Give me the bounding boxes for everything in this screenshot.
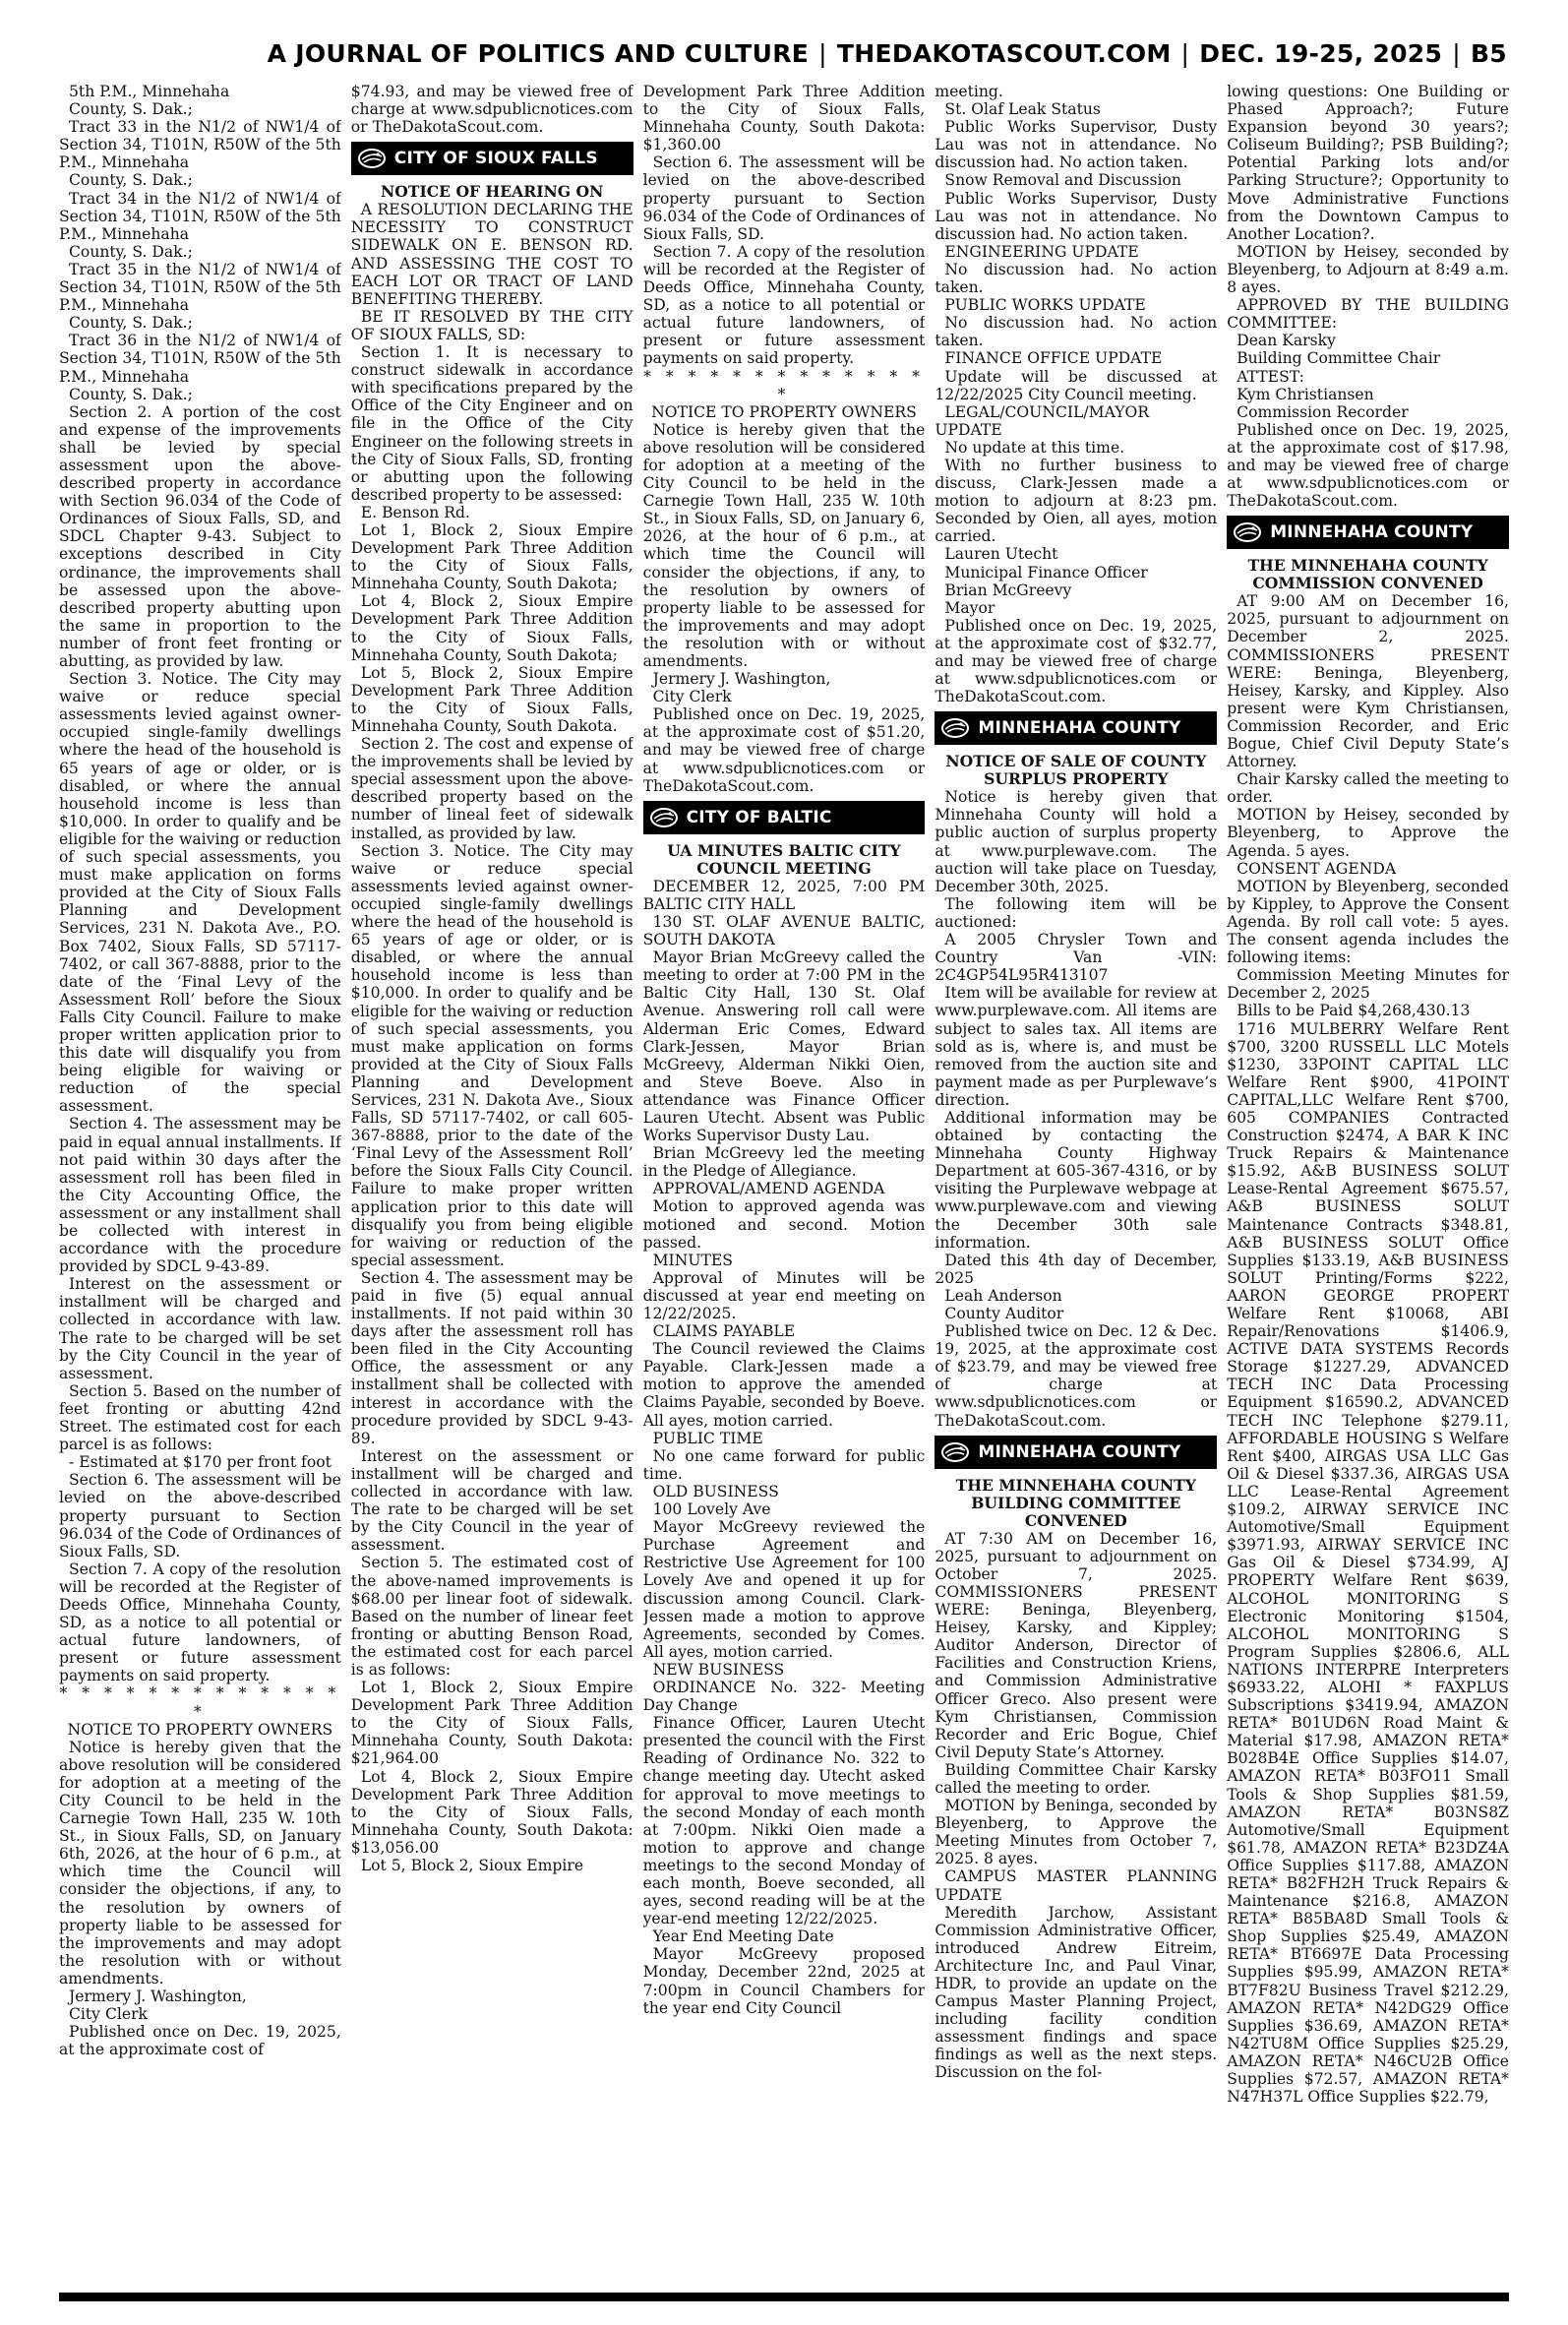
continued-paragraph: meeting. [935, 83, 1003, 100]
notice-title: UA MINUTES BALTIC CITY COUNCIL MEETING [667, 840, 901, 878]
notice-paragraph: Meredith Jarchow, Assistant Commission Administrative Officer, introduced Andrew Eitreim, Architecture Inc, and Paul Vinar, HDR, to provide an update on the Campus Master Planning Project, including facility condition assessment findings and space findings as well as the next steps. Discussion on the fol- [935, 1903, 1218, 2082]
continued-paragraph: Development Park Three Addition to the City of Sioux Falls, Minnehaha County, South Dakota: $1,360.00 [642, 83, 926, 154]
section-banner [935, 1436, 1217, 1469]
scout-logo-icon [940, 717, 970, 739]
notice-paragraph: Update will be discussed at 12/22/2025 City Council meeting. [935, 367, 1218, 403]
notice-paragraph: Section 5. Based on the number of feet fronting or abutting 42nd Street. The estimated cost for each parcel is as follows: [59, 1381, 341, 1454]
notice-paragraph: Additional information may be obtained by contacting the Minnehaha County Highway Department at 605-367-4316, or by visiting the Purplewave webpage at www.purplewave.com and viewing the December 30th sale information. [935, 1108, 1218, 1252]
notice-paragraph: Public Works Supervisor, Dusty Lau was not in attendance. No discussion had. No action taken. [935, 189, 1218, 243]
notice-paragraph: Item will be available for review at www.purplewave.com. All items are subject to sales tax. All items are sold as is, where is, and must be removed from the auction site and payment made as per Purplewave’s direction. [935, 984, 1218, 1109]
notice-paragraph: FINANCE OFFICE UPDATE [944, 349, 1163, 368]
continued-paragraph: lowing questions: One Building or Phased Approach?; Future Expansion beyond 30 years?; Coliseum Building?; PSB Building?; Potential Parking lots and/or Parking Structure?; Opportunity to Move Administrative Functions from the Downtown Campus to Another Location?. [1227, 83, 1509, 243]
notice-paragraph: Tract 36 in the N1/2 of NW1/4 of Section 34, T101N, R50W of the 5th P.M., Minnehaha [59, 332, 341, 386]
masthead [0, 39, 1507, 68]
section-banner [351, 142, 633, 175]
notice-paragraph: Lot 5, Block 2, Sioux Empire [360, 1857, 584, 1874]
indented-line: City Clerk [69, 2005, 149, 2024]
notice-paragraph: Section 3. Notice. The City may waive or reduce special assessments levied against owner-occupied single-family dwellings where the head of the household is 65 years of age or older, or is disabled, or where the annual household income is less than $10,000. In order to qualify and be eligible for the waiving or reduction of such special assessments, you must make application on forms provided at the City of Sioux Falls Planning and Development Services, 231 N. Dakota Ave., P.O. Box 7402, Sioux Falls, SD 57117-7402, or call 367-8888, prior to the date of the ‘Final Levy of the Assessment Roll’ before the Sioux Falls City Council. Failure to make proper written application prior to this date will disqualify you from being eligible for waiving or reduction of the special assessment. [59, 670, 341, 1116]
notice-paragraph: Section 7. A copy of the resolution will be recorded at the Register of Deeds Office, Minnehaha County, SD, as a notice to all potential or actual future landowners, of present or future assessment payments on said property. [642, 242, 926, 368]
notice-paragraph: MINUTES [652, 1251, 733, 1269]
bottom-rule [59, 2293, 1509, 2301]
section-banner-label: MINNEHAHA COUNTY [978, 718, 1181, 739]
notice-paragraph: Motion to approved agenda was motioned and second. Motion passed. [642, 1197, 926, 1252]
notice-paragraph: Section 1. It is necessary to construct sidewalk in accordance with specifications prepared by the Office of the City Engineer and on file in the Office of the City Engineer on the following streets in the City of Sioux Falls, SD, fronting or abutting upon the following described property to be assessed: [350, 343, 633, 504]
indented-line: County, S. Dak.; [69, 242, 193, 261]
continued-paragraph: $74.93, and may be viewed free of charge at www.sdpublicnotices.com or TheDakotaScout.com. [350, 83, 633, 137]
notice-paragraph: DECEMBER 12, 2025, 7:00 PM BALTIC CITY HALL [642, 877, 926, 913]
notice-paragraph: Tract 34 in the N1/2 of NW1/4 of Section 34, T101N, R50W of the 5th P.M., Minnehaha [59, 189, 341, 243]
notice-paragraph: Lot 1, Block 2, Sioux Empire Development Park Three Addition to the City of Sioux Falls, Minnehaha County, South Dakota; [350, 520, 633, 593]
notice-paragraph: ORDINANCE No. 322- Meeting Day Change [642, 1678, 926, 1715]
column-2 [351, 83, 633, 2277]
notice-paragraph: BE IT RESOLVED BY THE CITY OF SIOUX FALLS, SD: [350, 307, 633, 343]
notice-paragraph: Mayor McGreevy reviewed the Purchase Agreement and Restrictive Use Agreement for 100 Lovely Ave and opened it up for discussion among Council. Clark-Jessen made a motion to approve Agreements, seconded by Comes. All ayes, motion carried. [642, 1518, 926, 1661]
notice-paragraph: St. Olaf Leak Status [944, 100, 1101, 119]
notice-paragraph: Lot 4, Block 2, Sioux Empire Development Park Three Addition to the City of Sioux Falls, Minnehaha County, South Dakota: $13,056.00 [350, 1767, 633, 1857]
separator-stars: * * * * * * * * * * * * * * [643, 367, 925, 403]
page-number: B5 [1470, 39, 1507, 68]
notice-paragraph: APPROVAL/AMEND AGENDA [652, 1180, 885, 1198]
notice-paragraph: ATTEST: [1236, 367, 1304, 386]
notice-paragraph: MOTION by Bleyenberg, seconded by Kippley, to Approve the Consent Agenda. By roll call vote: 5 ayes. The consent agenda includes the following items: [1227, 877, 1509, 967]
scout-logo-icon [1233, 521, 1262, 543]
notice-paragraph: PUBLIC WORKS UPDATE [944, 296, 1146, 315]
notice-paragraph: Lot 1, Block 2, Sioux Empire Development Park Three Addition to the City of Sioux Falls, Minnehaha County, South Dakota: $21,964.00 [350, 1679, 633, 1768]
notice-paragraph: Notice is hereby given that the above resolution will be considered for adoption at a meeting of the City Council to be held in the Carnegie Town Hall, 235 W. 10th St., in Sioux Falls, SD, on January 6th, 2026, at the hour of 6 p.m., at which time the Council will consider the objections, if any, to the resolution by owners of property liable to be assessed for the improvements and may adopt the resolution with or without amendments. [59, 1738, 341, 1988]
notice-paragraph: Published once on Dec. 19, 2025, at the approximate cost of $17.98, and may be viewed free of charge at www.sdpublicnotices.com or TheDakotaScout.com. [1227, 420, 1509, 511]
column-3 [643, 83, 926, 2277]
notice-paragraph: Snow Removal and Discussion [944, 171, 1181, 190]
indented-line: County, S. Dak.; [69, 171, 193, 190]
notice-paragraph: No update at this time. [944, 438, 1125, 457]
notice-paragraph: 130 ST. OLAF AVENUE BALTIC, SOUTH DAKOTA [642, 912, 926, 949]
notice-paragraph: Commission Recorder [1236, 402, 1409, 421]
notice-paragraph: Dean Karsky [1236, 332, 1336, 350]
scout-logo-icon [649, 807, 679, 828]
notice-paragraph: Lot 4, Block 2, Sioux Empire Development Park Three Addition to the City of Sioux Falls, Minnehaha County, South Dakota; [350, 592, 633, 664]
indented-line: City Clerk [652, 688, 732, 706]
notice-paragraph: Jermery J. Washington, [69, 1988, 247, 2006]
notice-paragraph: Section 2. A portion of the cost and expense of the improvements shall be levied by special assessment upon the above-described property in accordance with Section 96.034 of the Code of Ordinances of Sioux Falls, SD, and SDCL Chapter 9-43. Subject to exceptions described in City ordinance, the improvements shall be assessed upon the above-described property abutting upon the same in proportion to the number of front feet fronting or abutting, as provided by law. [59, 402, 341, 670]
notice-paragraph: No discussion had. No action taken. [935, 314, 1218, 350]
section-banner-label: MINNEHAHA COUNTY [978, 1441, 1181, 1462]
notice-paragraph: AT 7:30 AM on December 16, 2025, pursuant to adjournment on October 7, 2025. COMMISSIONERS PRESENT WERE: Beninga, Bleyenberg, Heisey, Karsky, and Kippley; Auditor Anderson, Director of Facilities and Construction Kriens, and Commission Administrative Officer Greco. Also present were Kym Christiansen, Commission Recorder and Eric Bogue, Chief Civil Deputy State’s Attorney. [935, 1529, 1218, 1761]
notice-paragraph: Section 6. The assessment will be levied on the above-described property pursuant to Section 96.034 of the Code of Ordinances of Sioux Falls, SD. [59, 1471, 341, 1560]
notice-paragraph: Building Committee Chair [1236, 349, 1441, 368]
legal-notices-columns [59, 83, 1509, 2277]
notice-paragraph: Chair Karsky called the meeting to order. [1227, 770, 1509, 807]
notice-subheading: NOTICE TO PROPERTY OWNERS [651, 402, 917, 421]
section-banner-label: CITY OF BALTIC [686, 807, 832, 827]
notice-paragraph: Mayor Brian McGreevy called the meeting to order at 7:00 PM in the Baltic City Hall, 130 St. Olaf Avenue. Answering roll call were Alderman Eric Comes, Edward Clark-Jessen, Mayor Brian McGreevy, Alderman Nikki Oien, and Steve Boeve. Also in attendance was Finance Officer Lauren Utecht. Absent was Public Works Supervisor Dusty Lau. [642, 948, 926, 1145]
notice-paragraph: Published once on Dec. 19, 2025, at the approximate cost of $32.77, and may be viewed free of charge at www.sdpublicnotices.com or TheDakotaScout.com. [935, 616, 1218, 706]
notice-paragraph: Section 6. The assessment will be levied on the above-described property pursuant to Section 96.034 of the Code of Ordinances of Sioux Falls, SD. [642, 153, 926, 243]
scout-logo-icon [940, 1441, 970, 1463]
notice-paragraph: A 2005 Chrysler Town and Country Van -VIN: 2C4GP54L95R413107 [935, 931, 1218, 985]
notice-paragraph: Lauren Utecht [944, 545, 1058, 564]
notice-paragraph: Lot 5, Block 2, Sioux Empire Development Park Three Addition to the City of Sioux Falls, Minnehaha County, South Dakota. [350, 663, 633, 735]
indented-line: County, S. Dak.; [69, 100, 193, 119]
indented-line: County, S. Dak.; [69, 314, 193, 333]
notice-paragraph: CAMPUS MASTER PLANNING UPDATE [935, 1867, 1218, 1904]
notice-paragraph: The Council reviewed the Claims Payable. Clark-Jessen made a motion to approve the amended Claims Payable, seconded by Boeve. All ayes, motion carried. [642, 1340, 926, 1430]
notice-paragraph: Approval of Minutes will be discussed at year end meeting on 12/22/2025. [642, 1268, 926, 1322]
notice-paragraph: MOTION by Beninga, seconded by Bleyenberg, to Approve the Meeting Minutes from October 7, 2025. 8 ayes. [935, 1797, 1218, 1868]
notice-paragraph: Interest on the assessment or installment will be charged and collected in accordance with law. The rate to be charged will be set by the City Council in the year of assessment. [350, 1446, 633, 1555]
notice-title: NOTICE OF HEARING ON [381, 182, 604, 202]
notice-paragraph: Notice is hereby given that the above resolution will be considered for adoption at a meeting of the City Council to be held in the Carnegie Town Hall, 235 W. 10th St., in Sioux Falls, SD, on January 6, 2026, at the hour of 6 p.m., at which time the Council will consider the objections, if any, to the resolution by owners of property liable to be assessed for the improvements and may adopt the resolution with or without amendments. [642, 420, 926, 670]
notice-paragraph: Municipal Finance Officer [944, 563, 1148, 581]
notice-paragraph: Section 2. The cost and expense of the improvements shall be levied by special assessment upon the above-described property based on the number of lineal feet of sidewalk installed, as provided by law. [350, 735, 633, 842]
notice-paragraph: Finance Officer, Lauren Utecht presented the council with the First Reading of Ordinance No. 322 to change meeting day. Utecht asked for approval to move meetings to the second Monday of each month at 7:00pm. Nikki Oien made a motion to approve and change meetings to the second Monday of each month, Boeve seconded, all ayes, second reading will be at the year-end meeting 12/22/2025. [642, 1714, 926, 1928]
notice-paragraph: Section 7. A copy of the resolution will be recorded at the Register of Deeds Office, Minnehaha County, SD, as a notice to all potential or actual future landowners, of present or future assessment payments on said property. [59, 1560, 341, 1685]
notice-paragraph: Interest on the assessment or installment will be charged and collected in accordance with law. The rate to be charged will be set by the City Council in the year of assessment. [59, 1275, 341, 1382]
notice-paragraph: Published twice on Dec. 12 & Dec. 19, 2025, at the approximate cost of $23.79, and may be viewed free of charge at www.sdpublicnotices.com or TheDakotaScout.com. [935, 1322, 1218, 1430]
separator-stars: * * * * * * * * * * * * * * [59, 1684, 341, 1721]
notice-paragraph: Bills to be Paid $4,268,430.13 [1236, 1002, 1471, 1020]
section-banner [1227, 516, 1509, 549]
notice-paragraph: PUBLIC TIME [652, 1429, 763, 1447]
section-banner-label: MINNEHAHA COUNTY [1270, 522, 1474, 543]
notice-paragraph: Published once on Dec. 19, 2025, at the approximate cost of $51.20, and may be viewed free of charge at www.sdpublicnotices.com or TheDakotaScout.com. [642, 705, 926, 795]
notice-title: NOTICE OF SALE OF COUNTY SURPLUS PROPERTY [945, 752, 1207, 789]
notice-paragraph: The following item will be auctioned: [935, 894, 1218, 931]
masthead-separator: | [818, 39, 827, 68]
notice-paragraph: Kym Christiansen [1236, 385, 1374, 403]
notice-paragraph: CONSENT AGENDA [1236, 859, 1397, 878]
issue-date: DEC. 19-25, 2025 [1199, 39, 1443, 68]
notice-paragraph: Commission Meeting Minutes for December 2, 2025 [1227, 966, 1509, 1003]
notice-paragraph: Section 3. Notice. The City may waive or reduce special assessments levied against owner-occupied single-family dwellings where the head of the household is 65 years of age or older, or is disabled, or where the annual household income is less than $10,000. In order to qualify and be eligible for the waiving or reduction of such special assessments, you must make application on forms provided at the City of Sioux Falls Planning and Development Services, 231 N. Dakota Ave., Sioux Falls, SD 57117-7402, or call 605-367-8888, prior to the date of the ‘Final Levy of the Assessment Roll’ before the Sioux Falls City Council. Failure to make proper written application prior to this date will disqualify you from being eligible for waiving or reduction of the special assessment. [350, 841, 633, 1269]
notice-paragraph: 100 Lovely Ave [652, 1500, 771, 1519]
notice-paragraph: Section 4. The assessment may be paid in five (5) equal annual installments. If not paid within 30 days after the assessment roll has been filed in the City Accounting Office, the assessment or any installment shall be collected with interest in accordance with the procedure provided by SDCL 9-43-89. [350, 1268, 633, 1447]
notice-paragraph: Dated this 4th day of December, 2025 [935, 1251, 1218, 1287]
site-link[interactable]: THEDAKOTASCOUT.COM [836, 39, 1172, 68]
notice-paragraph: Published once on Dec. 19, 2025, at the approximate cost of [59, 2023, 341, 2059]
masthead-separator: | [1180, 39, 1190, 68]
indented-line: County, S. Dak.; [69, 385, 193, 403]
column-1 [59, 83, 341, 2277]
notice-paragraph: Section 4. The assessment may be paid in equal annual installments. If not paid within 30 days after the assessment roll has been filed in the City Accounting Office, the assessment or any installment shall be collected with interest in accordance with the procedure provided by SDCL 9-43-89. [59, 1115, 341, 1276]
notice-title: THE MINNEHAHA COUNTY BUILDING COMMITTEE CONVENED [955, 1475, 1196, 1530]
notice-subheading: NOTICE TO PROPERTY OWNERS [67, 1720, 333, 1739]
notice-paragraph: No discussion had. No action taken. [935, 260, 1218, 297]
scout-logo-icon [357, 148, 387, 169]
notice-paragraph: Brian McGreevy led the meeting in the Pledge of Allegiance. [642, 1144, 926, 1181]
section-banner [935, 711, 1217, 745]
journal-tagline: A JOURNAL OF POLITICS AND CULTURE [267, 39, 810, 68]
notice-paragraph: Tract 35 in the N1/2 of NW1/4 of Section 34, T101N, R50W of the 5th P.M., Minnehaha [59, 260, 341, 315]
notice-paragraph: Leah Anderson [944, 1286, 1062, 1305]
notice-paragraph: NEW BUSINESS [652, 1660, 785, 1679]
notice-paragraph: - Estimated at $170 per front foot [69, 1453, 332, 1472]
notice-paragraph: OLD BUSINESS [652, 1482, 779, 1500]
notice-paragraph: Section 5. The estimated cost of the above-named improvements is $68.00 per linear foot of sidewalk. Based on the number of linear feet fronting or abutting Benson Road, the estimated cost for each parcel is as follows: [350, 1554, 633, 1679]
notice-paragraph: Public Works Supervisor, Dusty Lau was not in attendance. No discussion had. No action taken. [935, 118, 1218, 172]
notice-paragraph: A RESOLUTION DECLARING THE NECESSITY TO CONSTRUCT SIDEWALK ON E. BENSON RD. AND ASSESSING THE COST TO EACH LOT OR TRACT OF LAND BENEFITING THEREBY. [350, 201, 633, 308]
notice-paragraph: Jermery J. Washington, [652, 670, 831, 689]
notice-paragraph: CLAIMS PAYABLE [652, 1322, 796, 1341]
notice-paragraph: 1716 MULBERRY Welfare Rent $700, 3200 RUSSELL LLC Motels $1230, 33POINT CAPITAL LLC Welfare Rent $900, 41POINT CAPITAL,LLC Welfare Rent $700, 605 COMPANIES Contracted Construction $2474, A BAR K INC Truck Repairs & Maintenance $15.92, A&B BUSINESS SOLUT Lease-Rental Agreement $675.57, A&B BUSINESS SOLUT Maintenance Contracts $348.81, A&B BUSINESS SOLUT Office Supplies $133.19, A&B BUSINESS SOLUT Printing/Forms $222, AARON GEORGE PROPERT Welfare Rent $10068, ABI Repair/Renovations $1406.9, ACTIVE DATA SYSTEMS Records Storage $1227.29, ADVANCED TECH INC Data Processing Equipment $16590.2, ADVANCED TECH INC Telephone $279.11, AFFORDABLE HOUSING S Welfare Rent $400, AIRGAS USA LLC Gas Oil & Diesel $337.36, AIRGAS USA LLC Lease-Rental Agreement $109.2, AIRWAY SERVICE INC Automotive/Small Equipment $3971.93, AIRWAY SERVICE INC Gas Oil & Diesel $734.99, AJ PROPERTY Welfare Rent $639, ALCOHOL MONITORING S Electronic Monitoring $1504, ALCOHOL MONITORING S Program Supplies $2806.6, ALL NATIONS INTERPRE Interpreters $6933.22, ALOHI * FAXPLUS Subscriptions $3419.94, AMAZON RETA* B01UD6N Road Maint & Material $17.98, AMAZON RETA* B028B4E Office Supplies $14.07, AMAZON RETA* B03FO11 Small Tools & Shop Supplies $81.59, AMAZON RETA* B03NS8Z Automotive/Small Equipment $61.78, AMAZON RETA* B23DZ4A Office Supplies $117.88, AMAZON RETA* B82FH2H Truck Repairs & Maintenance $216.8, AMAZON RETA* B85BA8D Small Tools & Shop Supplies $25.49, AMAZON RETA* BT6697E Data Processing Supplies $95.99, AMAZON RETA* BT7F82U Business Travel $212.29, AMAZON RETA* N42DG29 Office Supplies $36.69, AMAZON RETA* N42TU8M Office Supplies $25.29, AMAZON RETA* N46CU2B Office Supplies $72.57, AMAZON RETA* N47H37L Office Supplies $22.79, [1227, 1019, 1509, 2107]
notice-paragraph: County Auditor [944, 1305, 1064, 1322]
notice-paragraph: 5th P.M., Minnehaha [69, 83, 230, 100]
notice-title: THE MINNEHAHA COUNTY COMMISSION CONVENED [1247, 556, 1488, 593]
notice-paragraph: AT 9:00 AM on December 16, 2025, pursuant to adjournment on December 2, 2025. COMMISSIONERS PRESENT WERE: Beninga, Bleyenberg, Heisey, Karsky, and Kippley. Also present were Kym Christiansen, Commission Recorder, and Eric Bogue, Chief Civil Deputy State’s Attorney. [1227, 592, 1509, 771]
notice-paragraph: Building Committee Chair Karsky called the meeting to order. [935, 1760, 1218, 1797]
notice-paragraph: With no further business to discuss, Clark-Jessen made a motion to adjourn at 8:23 pm. Seconded by Oien, all ayes, motion carried. [935, 456, 1218, 546]
notice-paragraph: Tract 33 in the N1/2 of NW1/4 of Section 34, T101N, R50W of the 5th P.M., Minnehaha [59, 118, 341, 172]
section-banner [643, 801, 926, 834]
notice-paragraph: LEGAL/COUNCIL/MAYOR UPDATE [935, 402, 1150, 439]
notice-paragraph: APPROVED BY THE BUILDING COMMITTEE: [1227, 296, 1509, 333]
notice-paragraph: MOTION by Heisey, seconded by Bleyenberg, to Approve the Agenda. 5 ayes. [1227, 806, 1509, 860]
notice-paragraph: Notice is hereby given that Minnehaha County will hold a public auction of surplus property at www.purplewave.com. The auction will take place on Tuesday, December 30th, 2025. [935, 788, 1218, 895]
notice-paragraph: ENGINEERING UPDATE [944, 242, 1139, 261]
section-banner-label: CITY OF SIOUX FALLS [393, 149, 598, 169]
column-4 [935, 83, 1217, 2277]
column-5 [1227, 83, 1509, 2277]
notice-paragraph: MOTION by Heisey, seconded by Bleyenberg, to Adjourn at 8:49 a.m. 8 ayes. [1227, 242, 1509, 297]
notice-paragraph: Year End Meeting Date [652, 1927, 834, 1946]
notice-paragraph: Mayor [944, 598, 995, 617]
masthead-separator: | [1452, 39, 1461, 68]
notice-paragraph: No one came forward for public time. [642, 1446, 926, 1483]
notice-paragraph: Brian McGreevy [944, 581, 1072, 599]
notice-paragraph: Mayor McGreevy proposed Monday, December 22nd, 2025 at 7:00pm in Council Chambers for the year end City Council [642, 1945, 926, 2017]
notice-paragraph: E. Benson Rd. [360, 503, 470, 521]
